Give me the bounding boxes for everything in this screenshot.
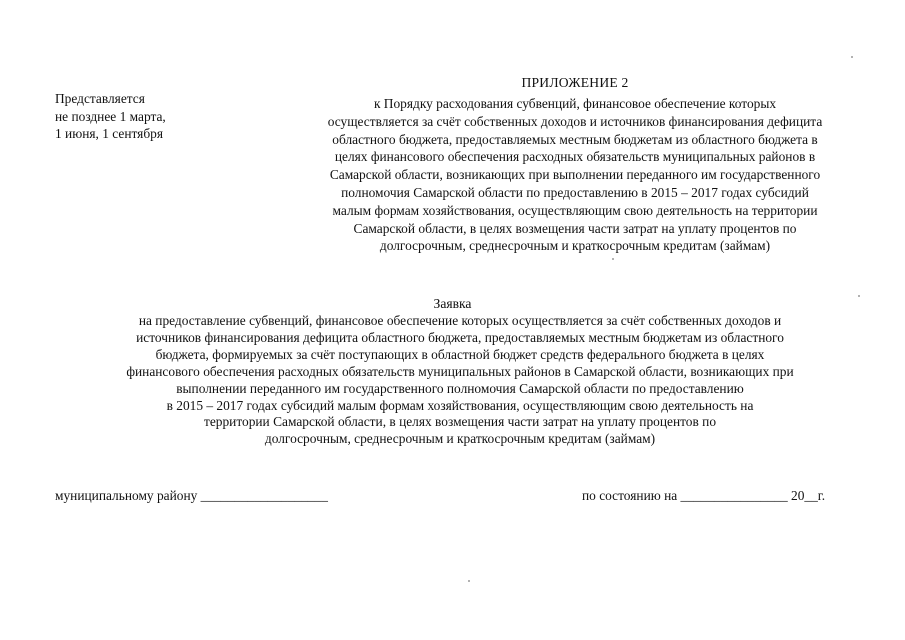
appendix-title: ПРИЛОЖЕНИЕ 2 <box>521 75 629 90</box>
request-line: в 2015 – 2017 годах субсидий малым формам хозяйствования, осуществляющим свою деятельность на <box>166 397 754 413</box>
date-field: по состоянию на ________________ 20__г. <box>582 488 826 503</box>
scan-speck <box>858 295 860 297</box>
request-description <box>40 313 880 448</box>
scan-speck <box>851 56 853 58</box>
appendix-line: к Порядку расходования субвенций, финансовое обеспечение которых <box>373 96 777 111</box>
appendix-description <box>270 95 880 255</box>
request-line: долгосрочным, среднесрочным и краткосрочным кредитам (займам) <box>264 431 656 447</box>
submission-deadline-note <box>55 90 195 143</box>
request-line: финансового обеспечения расходных обязательств муниципальных районов в Самарской области, возникающих при <box>126 363 794 379</box>
appendix-line: полномочия Самарской области по предоставлению в 2015 – 2017 годах субсидий <box>341 184 809 200</box>
deadline-line: Представляется <box>55 91 145 106</box>
appendix-line: Самарской области, в целях возмещения части затрат на уплату процентов по <box>353 220 797 236</box>
district-field: муниципальному району ___________________ <box>55 488 328 503</box>
appendix-line: целях финансового обеспечения расходных обязательств муниципальных районов в <box>334 149 816 165</box>
scan-speck <box>612 258 614 260</box>
request-title: Заявка <box>433 296 472 311</box>
appendix-line: малым формам хозяйствования, осуществляющим свою деятельность на территории <box>332 202 818 218</box>
deadline-line: 1 июня, 1 сентября <box>55 126 163 141</box>
scan-speck <box>468 580 470 582</box>
request-line: выполнении переданного им государственного полномочия Самарской области по предоставлению <box>176 380 744 396</box>
request-line: бюджета, формируемых за счёт поступающих в областной бюджет средств федерального бюджета в целях <box>155 346 765 362</box>
deadline-line: не позднее 1 марта, <box>55 108 166 124</box>
request-line: на предоставление субвенций, финансовое обеспечение которых осуществляется за счёт собственных доходов и <box>138 313 782 328</box>
appendix-line: долгосрочным, среднесрочным и краткосрочным кредитам (займам) <box>379 238 771 254</box>
request-line: источников финансирования дефицита областного бюджета, предоставляемых местным бюджетам из областного <box>136 329 784 345</box>
appendix-line: осуществляется за счёт собственных доходов и источников финансирования дефицита <box>327 113 823 129</box>
appendix-line: областного бюджета, предоставляемых местным бюджетам из областного бюджета в <box>332 131 818 147</box>
appendix-line: Самарской области, возникающих при выполнении переданного им государственного <box>329 167 821 183</box>
request-line: территории Самарской области, в целях возмещения части затрат на уплату процентов по <box>203 414 717 430</box>
